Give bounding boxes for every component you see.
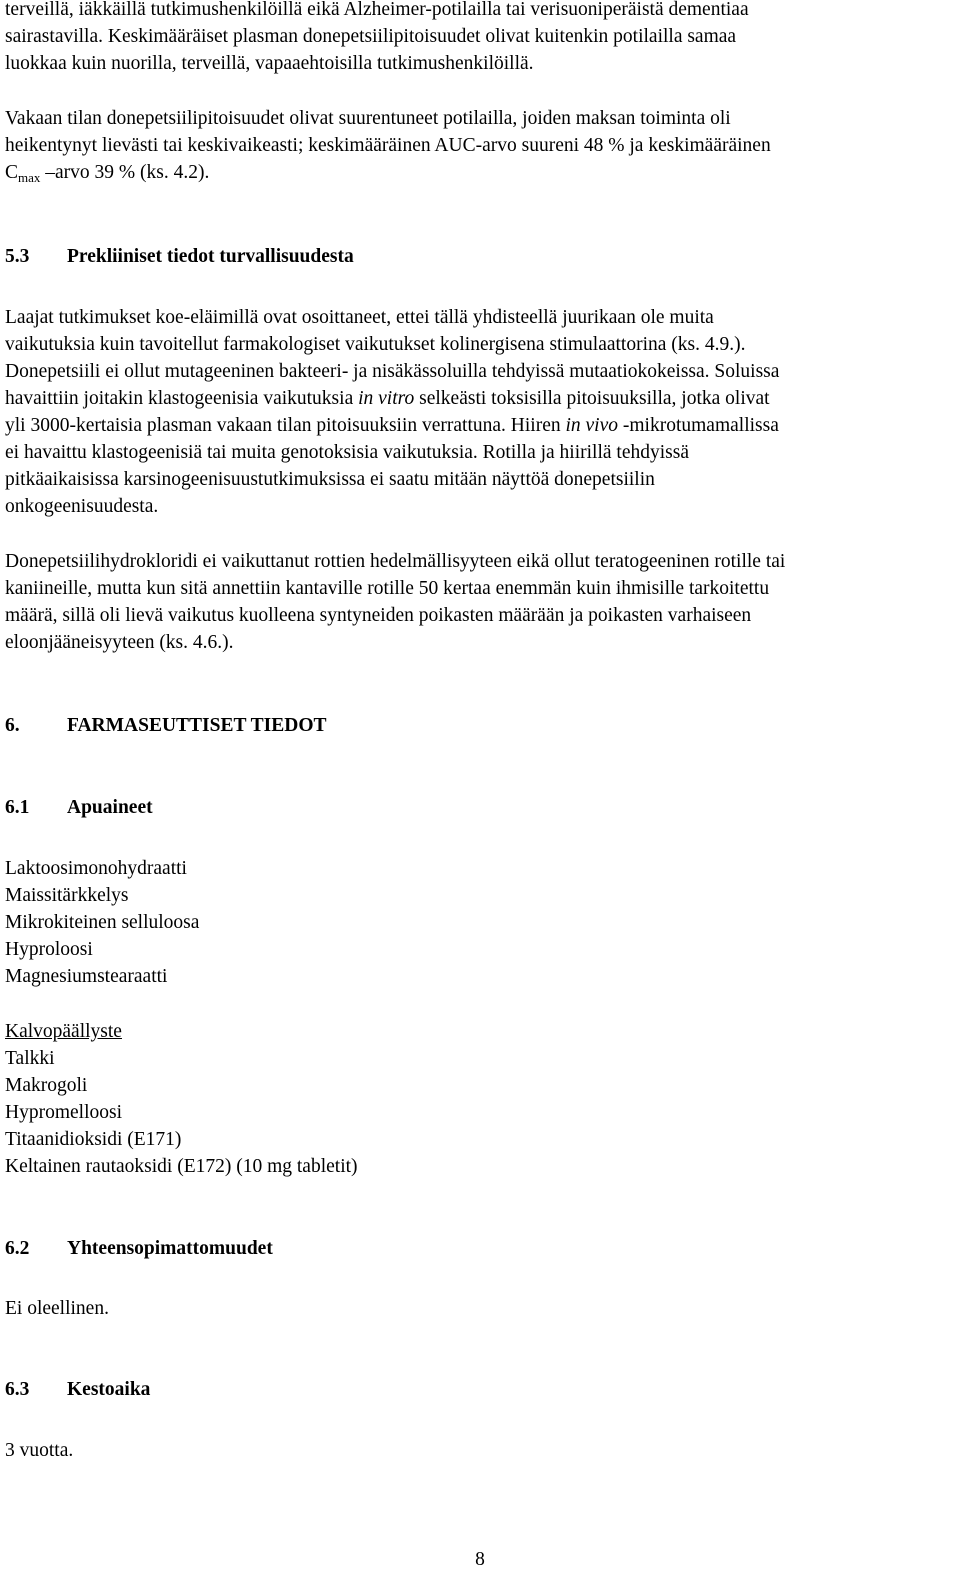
hepatic-pk-paragraph [5, 105, 955, 186]
section-6-heading [5, 712, 327, 739]
text-line: vaikutuksia kuin tavoitellut farmakologiset vaikutukset kolinergisena stimulaattorina (ks. 4.9.). [5, 334, 746, 355]
italic-term: in vitro [358, 388, 415, 409]
section-title: Apuaineet [67, 797, 153, 818]
text-line [5, 412, 955, 439]
section-5-3-heading [5, 243, 354, 270]
cmax-letter: C [5, 162, 19, 183]
text-segment: -mikrotumamallissa [618, 415, 779, 436]
section-6-1-heading [5, 794, 153, 821]
section-number: 6.1 [5, 797, 30, 818]
page-number: 8 [475, 1549, 485, 1570]
section-title: Kestoaika [67, 1379, 151, 1400]
list-item: Talkki [5, 1048, 55, 1069]
text-line: kaniineille, mutta kun sitä annettiin kantaville rotille 50 kertaa enemmän kuin ihmisille tarkoitettu [5, 578, 770, 599]
text-line: Laajat tutkimukset koe-eläimillä ovat osoittaneet, ettei tällä yhdisteellä juurikaan ole muita [5, 307, 714, 328]
text-segment: havaittiin joitakin klastogeenisia vaikutuksia [5, 388, 359, 409]
cmax-subscript: max [18, 170, 41, 185]
section-6-2-heading [5, 1235, 273, 1262]
intro-paragraph [5, 0, 955, 77]
cmax-rest: –arvo 39 % (ks. 4.2). [40, 162, 210, 183]
preclinical-paragraph-2 [5, 548, 955, 656]
section-6-3-heading [5, 1376, 150, 1403]
list-item: Hyproloosi [5, 939, 93, 960]
text-line: sairastavilla. Keskimääräiset plasman donepetsiilipitoisuudet olivat kuitenkin potilailla samaa [5, 26, 737, 47]
italic-term: in vivo [565, 415, 619, 436]
text-segment: yli 3000-kertaisia plasman vakaan tilan pitoisuuksiin verrattuna. Hiiren [5, 415, 566, 436]
text-line: määrä, sillä oli lievä vaikutus kuolleena syntyneiden poikasten määrään ja poikasten varhaiseen [5, 605, 752, 626]
list-item: Makrogoli [5, 1075, 88, 1096]
section-number: 6. [5, 715, 20, 736]
text-line: terveillä, iäkkäillä tutkimushenkilöillä eikä Alzheimer-potilailla tai verisuoniperäistä dementiaa [5, 0, 749, 20]
text-line: pitkäaikaisissa karsinogeenisuustutkimuksissa ei saatu mitään näyttöä donepetsiilin [5, 469, 655, 490]
text-line: luokkaa kuin nuorilla, terveillä, vapaaehtoisilla tutkimushenkilöillä. [5, 53, 534, 74]
text-line [5, 385, 955, 412]
section-title: FARMASEUTTISET TIEDOT [67, 715, 327, 736]
list-item: Hypromelloosi [5, 1102, 122, 1123]
list-item: Titaanidioksidi (E171) [5, 1129, 182, 1150]
shelf-life-text: 3 vuotta. [5, 1440, 74, 1461]
preclinical-paragraph-1 [5, 304, 955, 520]
text-line: Donepetsiili ei ollut mutageeninen bakteeri- ja nisäkässoluilla tehdyissä mutaatiokokeissa. Soluissa [5, 361, 780, 382]
list-item: Laktoosimonohydraatti [5, 858, 187, 879]
list-item: Mikrokiteinen selluloosa [5, 912, 200, 933]
excipient-coating-list [5, 1018, 358, 1180]
text-line: Vakaan tilan donepetsiilipitoisuudet olivat suurentuneet potilailla, joiden maksan toiminta oli [5, 108, 731, 129]
list-item: Magnesiumstearaatti [5, 966, 168, 987]
section-title: Yhteensopimattomuudet [67, 1238, 273, 1259]
text-line: Donepetsiilihydrokloridi ei vaikuttanut rottien hedelmällisyyteen eikä ollut teratogeeninen rotille tai [5, 551, 786, 572]
section-number: 5.3 [5, 246, 30, 267]
text-segment: selkeästi toksisilla pitoisuuksilla, jotka olivat [414, 388, 770, 409]
section-number: 6.3 [5, 1379, 30, 1400]
section-number: 6.2 [5, 1238, 30, 1259]
list-item: Maissitärkkelys [5, 885, 129, 906]
incompatibilities-text: Ei oleellinen. [5, 1298, 109, 1319]
list-item: Keltainen rautaoksidi (E172) (10 mg tabletit) [5, 1156, 358, 1177]
excipient-core-list [5, 855, 199, 990]
text-line: heikentynyt lievästi tai keskivaikeasti; keskimääräinen AUC-arvo suureni 48 % ja keskimääräinen [5, 135, 771, 156]
text-line [5, 159, 955, 186]
text-line: onkogeenisuudesta. [5, 496, 159, 517]
coating-subheading: Kalvopäällyste [5, 1021, 122, 1042]
text-line: eloonjääneisyyteen (ks. 4.6.). [5, 632, 234, 653]
text-line: ei havaittu klastogeenisiä tai muita genotoksisia vaikutuksia. Rotilla ja hiirillä tehdyissä [5, 442, 689, 463]
section-title: Prekliiniset tiedot turvallisuudesta [67, 246, 354, 267]
